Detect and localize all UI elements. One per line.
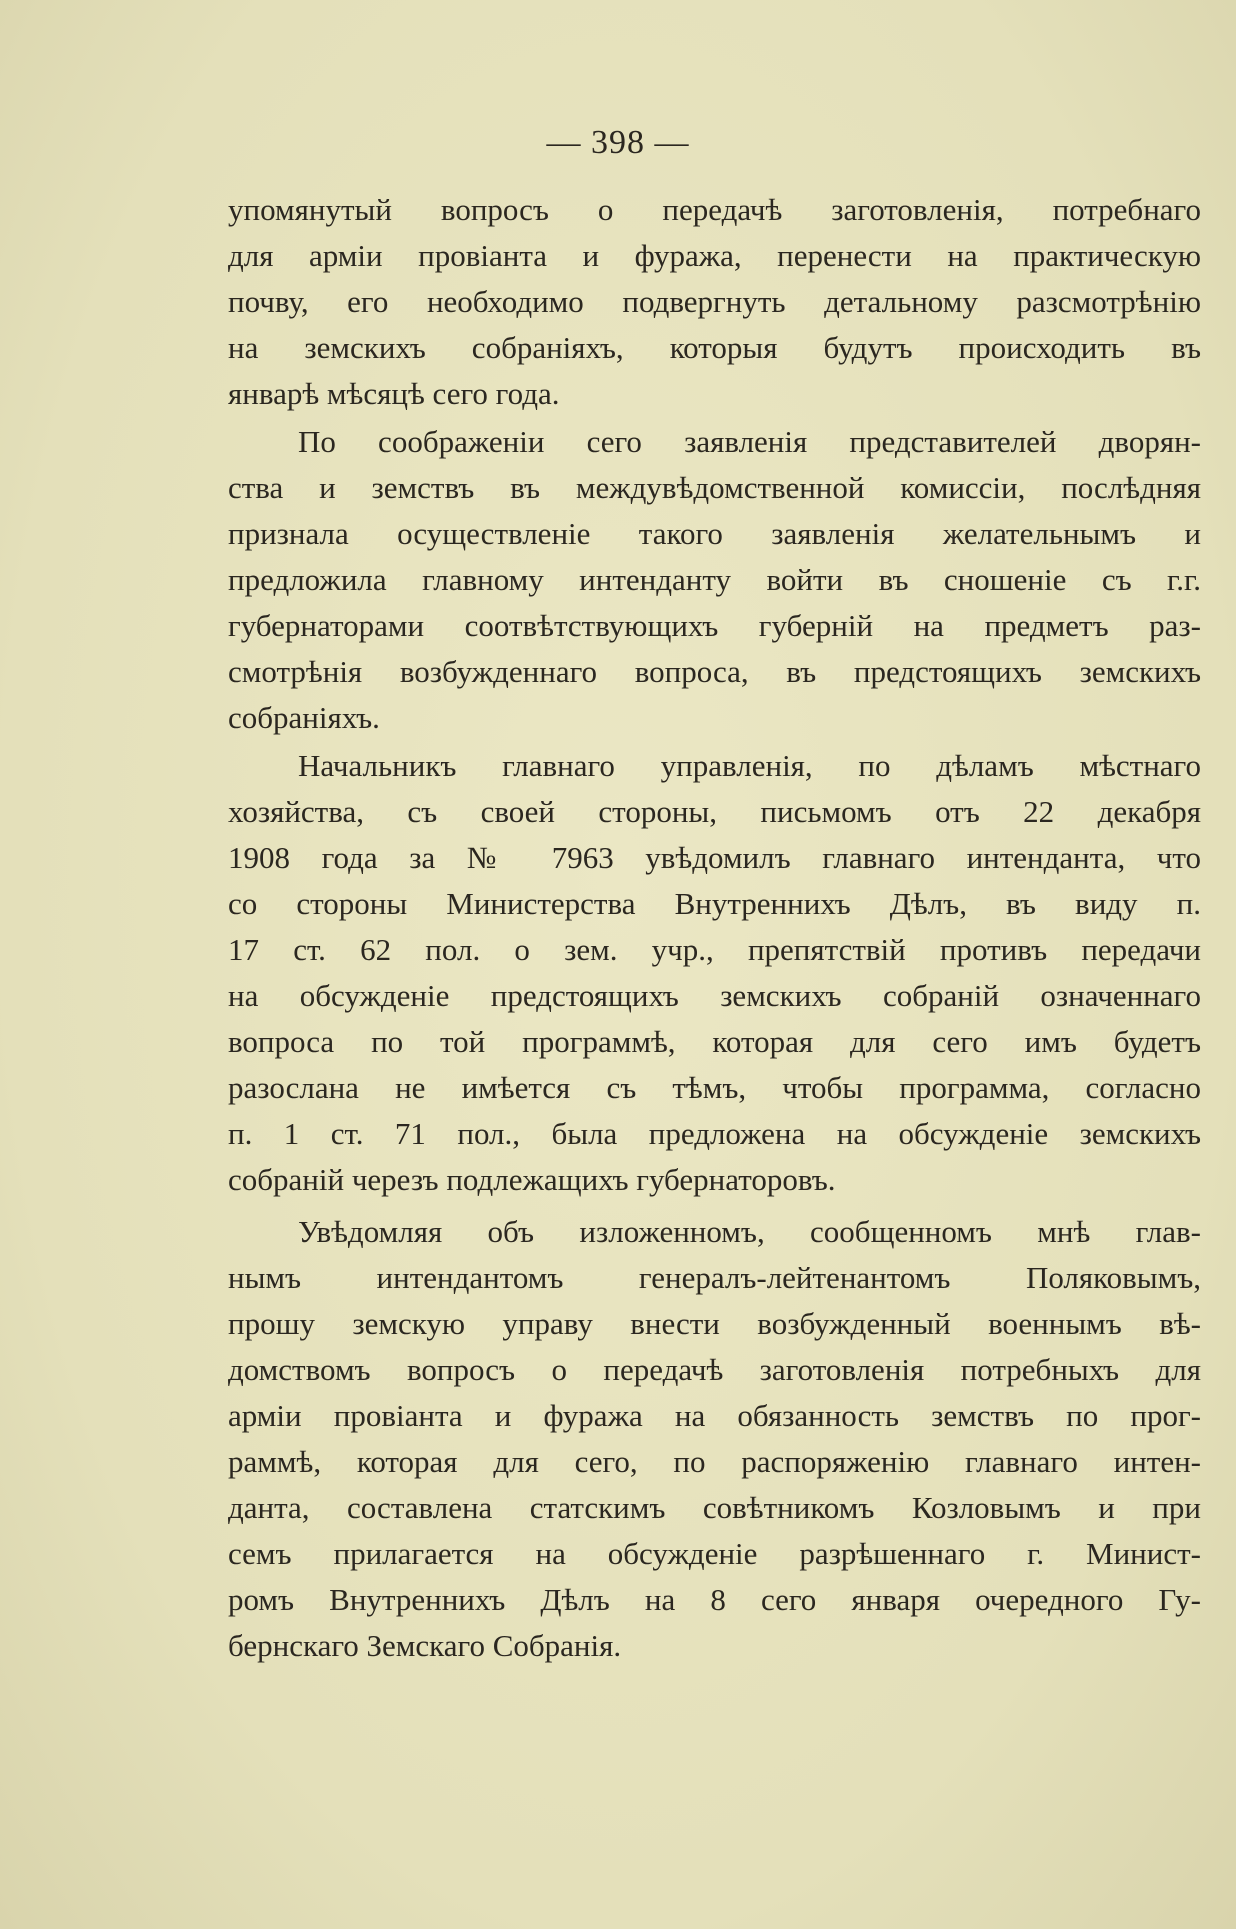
paragraph <box>228 187 1201 417</box>
text-line: вопроса по той программѣ, которая для сего имъ будетъ <box>228 1024 1201 1059</box>
paragraph <box>228 743 1201 1203</box>
text-line: данта, составлена статскимъ совѣтникомъ Козловымъ и при <box>228 1490 1201 1525</box>
text-line: раммѣ, которая для сего, по распоряженію главнаго интен- <box>228 1444 1201 1479</box>
text-line: со стороны Министерства Внутреннихъ Дѣлъ, въ виду п. <box>228 886 1201 921</box>
text-line: собраній черезъ подлежащихъ губернаторовъ. <box>228 1162 836 1197</box>
text-line: ромъ Внутреннихъ Дѣлъ на 8 сего января очередного Гу- <box>228 1582 1201 1617</box>
text-line: 17 ст. 62 пол. о зем. учр., препятствій противъ передачи <box>228 932 1201 967</box>
text-line: арміи провіанта и фуража на обязанность земствъ по прог- <box>228 1398 1201 1433</box>
text-line: упомянутый вопросъ о передачѣ заготовленія, потребнаго <box>228 192 1201 227</box>
text-line: признала осуществленіе такого заявленія желательнымъ и <box>228 516 1201 551</box>
text-line: разослана не имѣется съ тѣмъ, чтобы программа, согласно <box>228 1070 1201 1105</box>
document-body <box>228 187 1201 1669</box>
text-line: прошу земскую управу внести возбужденный военнымъ вѣ- <box>228 1306 1201 1341</box>
paragraph <box>228 1209 1201 1669</box>
text-line: на обсужденіе предстоящихъ земскихъ собраній означеннаго <box>228 978 1201 1013</box>
text-line: семъ прилагается на обсужденіе разрѣшеннаго г. Минист- <box>228 1536 1201 1571</box>
text-line: п. 1 ст. 71 пол., была предложена на обсужденіе земскихъ <box>228 1116 1201 1151</box>
text-line: Увѣдомляя объ изложенномъ, сообщенномъ мнѣ глав- <box>298 1214 1201 1249</box>
text-line: ства и земствъ въ междувѣдомственной комиссіи, послѣдняя <box>228 470 1201 505</box>
page-number: — 398 — <box>546 124 690 161</box>
text-line: январѣ мѣсяцѣ сего года. <box>228 376 560 411</box>
text-line: предложила главному интенданту войти въ сношеніе съ г.г. <box>228 562 1201 597</box>
text-line: хозяйства, съ своей стороны, письмомъ отъ 22 декабря <box>228 794 1201 829</box>
text-line: почву, его необходимо подвергнуть детальному разсмотрѣнію <box>228 284 1201 319</box>
text-line: 1908 года за № 7963 увѣдомилъ главнаго интенданта, что <box>228 840 1201 875</box>
text-line: для арміи провіанта и фуража, перенести на практическую <box>228 238 1201 273</box>
text-line: смотрѣнія возбужденнаго вопроса, въ предстоящихъ земскихъ <box>228 654 1201 689</box>
text-line: собраніяхъ. <box>228 700 380 735</box>
text-line: По соображеніи сего заявленія представителей дворян- <box>298 424 1201 459</box>
text-line: домствомъ вопросъ о передачѣ заготовленія потребныхъ для <box>228 1352 1201 1387</box>
text-line: бернскаго Земскаго Собранія. <box>228 1628 622 1663</box>
text-line: губернаторами соотвѣтствующихъ губерній на предметъ раз- <box>228 608 1201 643</box>
paragraph <box>228 419 1201 741</box>
text-line: на земскихъ собраніяхъ, которыя будутъ происходить въ <box>228 330 1201 365</box>
text-line: нымъ интендантомъ генералъ-лейтенантомъ Поляковымъ, <box>228 1260 1201 1295</box>
text-line: Начальникъ главнаго управленія, по дѣламъ мѣстнаго <box>298 748 1201 783</box>
